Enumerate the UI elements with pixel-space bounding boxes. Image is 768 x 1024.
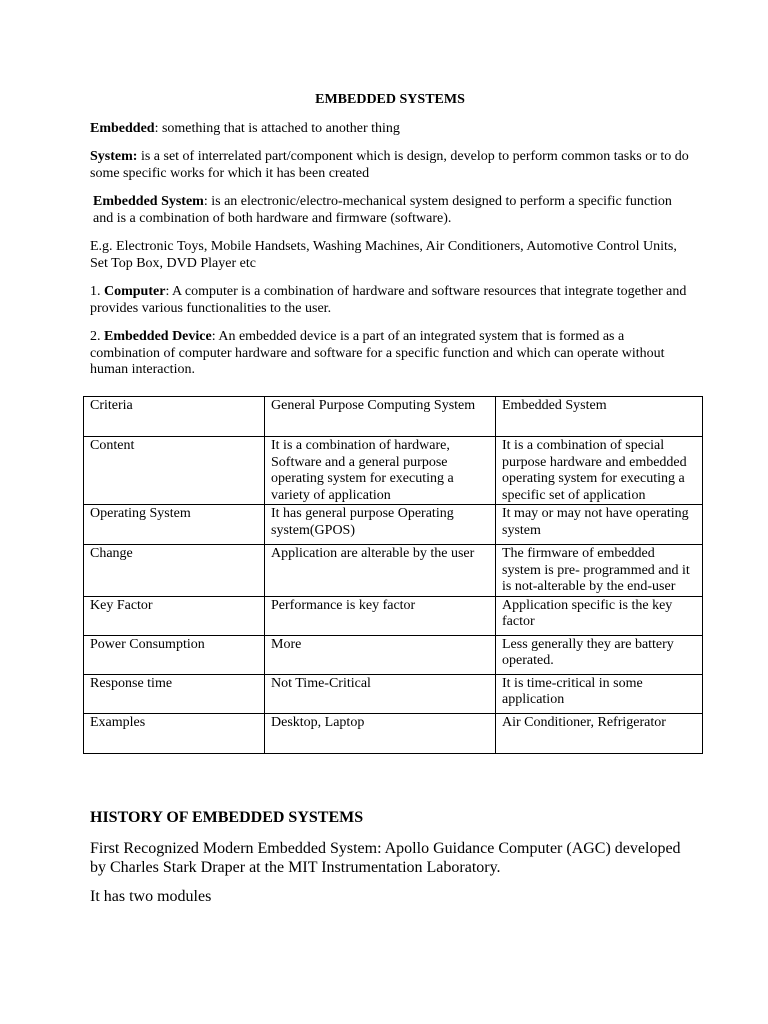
header-cell: General Purpose Computing System bbox=[265, 397, 496, 437]
table-cell: It is a combination of hardware, Software and a general purpose operating system for executing a variety of application bbox=[265, 437, 496, 505]
item-text: : An embedded device is a part of an integrated system that is formed as a combination of computer hardware and software for a specific function and which can operate without human interaction. bbox=[90, 329, 665, 377]
table-cell: Desktop, Laptop bbox=[265, 713, 496, 753]
table-row bbox=[84, 545, 703, 597]
definition-embedded bbox=[90, 121, 690, 138]
definition-term: System: bbox=[90, 149, 138, 164]
definition-system bbox=[90, 149, 690, 182]
document-body bbox=[90, 92, 690, 391]
table-cell: Key Factor bbox=[84, 596, 265, 635]
history-paragraph: First Recognized Modern Embedded System: Apollo Guidance Computer (AGC) developed by Charles Stark Draper at the MIT Instrumentation Laboratory. bbox=[90, 840, 681, 876]
table-cell: Operating System bbox=[84, 505, 265, 545]
history-paragraph: It has two modules bbox=[90, 888, 212, 905]
table-row bbox=[84, 505, 703, 545]
table-cell: Response time bbox=[84, 674, 265, 713]
history-section bbox=[90, 808, 690, 916]
table-cell: It is a combination of special purpose hardware and embedded operating system for executing a specific set of application bbox=[496, 437, 703, 505]
table-cell: It has general purpose Operating system(GPOS) bbox=[265, 505, 496, 545]
history-heading: HISTORY OF EMBEDDED SYSTEMS bbox=[90, 809, 364, 826]
document-title: EMBEDDED SYSTEMS bbox=[315, 92, 465, 107]
table-cell: Power Consumption bbox=[84, 635, 265, 674]
table-cell: More bbox=[265, 635, 496, 674]
table-cell: Not Time-Critical bbox=[265, 674, 496, 713]
item-term: Computer bbox=[104, 284, 166, 299]
table-cell: Change bbox=[84, 545, 265, 597]
table-cell: Less generally they are battery operated. bbox=[496, 635, 703, 674]
definition-text: : something that is attached to another thing bbox=[154, 120, 400, 136]
definition-term: Embedded System bbox=[93, 194, 204, 209]
table-row bbox=[84, 437, 703, 505]
definition-term: Embedded bbox=[90, 120, 155, 136]
table-row bbox=[84, 674, 703, 713]
definition-text: : is an electronic/electro-mechanical system designed to perform a specific function and is a combination of both hardware and firmware (software). bbox=[93, 194, 672, 226]
table-row bbox=[84, 713, 703, 753]
numbered-item-embedded-device bbox=[90, 329, 690, 379]
table-cell: Content bbox=[84, 437, 265, 505]
item-number: 1. bbox=[90, 284, 104, 299]
table-cell: Air Conditioner, Refrigerator bbox=[496, 713, 703, 753]
table-cell: Application are alterable by the user bbox=[265, 545, 496, 597]
examples-paragraph: E.g. Electronic Toys, Mobile Handsets, Washing Machines, Air Conditioners, Automotive Control Units, Set Top Box, DVD Player etc bbox=[90, 239, 677, 271]
header-cell: Embedded System bbox=[496, 397, 703, 437]
table-row bbox=[84, 635, 703, 674]
table-cell: It may or may not have operating system bbox=[496, 505, 703, 545]
table-row bbox=[84, 596, 703, 635]
table-cell: The firmware of embedded system is pre- programmed and it is not-alterable by the end-user bbox=[496, 545, 703, 597]
table-cell: Examples bbox=[84, 713, 265, 753]
comparison-table bbox=[83, 396, 703, 754]
header-cell: Criteria bbox=[84, 397, 265, 437]
item-text: : A computer is a combination of hardware and software resources that integrate together and provides various functionalities to the user. bbox=[90, 284, 687, 316]
item-term: Embedded Device bbox=[104, 329, 212, 344]
table-cell: Application specific is the key factor bbox=[496, 596, 703, 635]
item-number: 2. bbox=[90, 329, 104, 344]
definition-embedded-system bbox=[90, 194, 690, 227]
table-header-row bbox=[84, 397, 703, 437]
numbered-item-computer bbox=[90, 284, 690, 317]
table-cell: It is time-critical in some application bbox=[496, 674, 703, 713]
definition-text: is a set of interrelated part/component which is design, develop to perform common tasks or to do some specific works for which it has been created bbox=[90, 149, 689, 181]
table-cell: Performance is key factor bbox=[265, 596, 496, 635]
